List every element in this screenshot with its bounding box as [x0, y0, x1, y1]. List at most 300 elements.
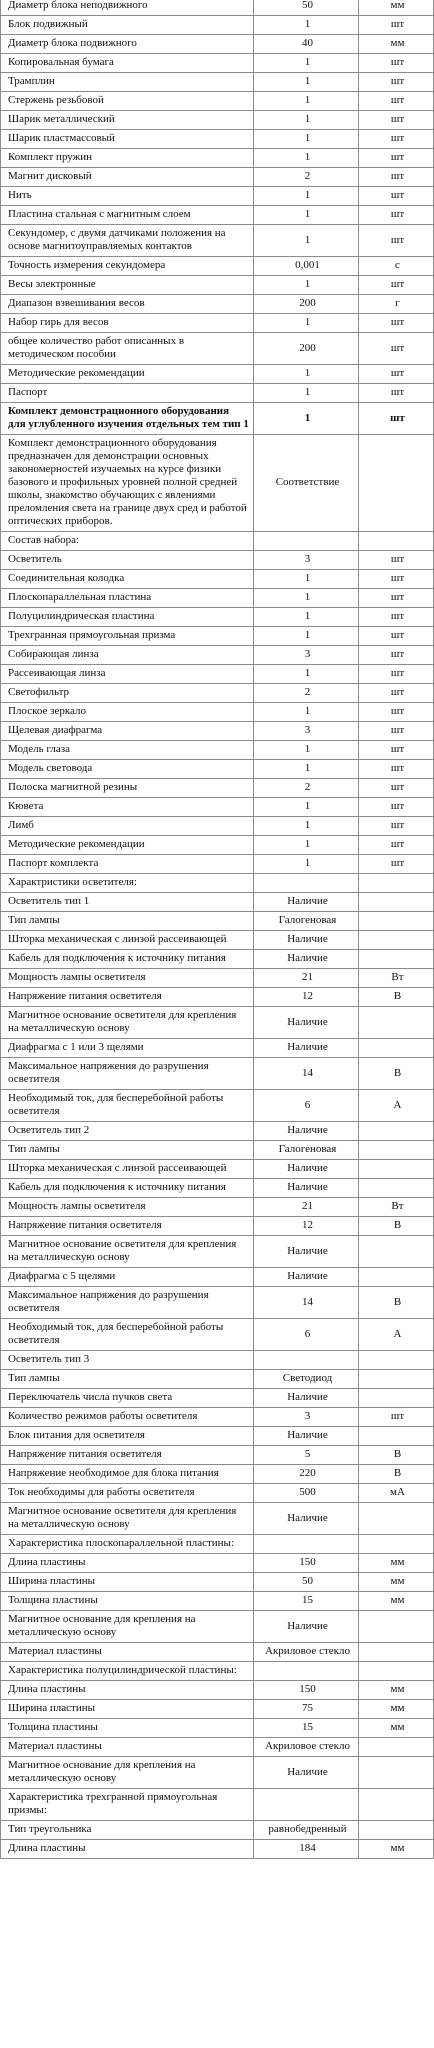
table-row — [1, 1681, 434, 1700]
row-unit-cell: мм — [359, 0, 434, 16]
table-row — [1, 435, 434, 532]
row-unit-cell: шт — [359, 665, 434, 684]
row-unit-cell: мм — [359, 1573, 434, 1592]
table-row — [1, 1198, 434, 1217]
table-row — [1, 969, 434, 988]
table-row — [1, 1503, 434, 1535]
row-value-cell: 21 — [254, 1198, 359, 1217]
row-name-cell: Характеристика полуцилиндрической пластины: — [1, 1662, 254, 1681]
row-value-cell: 1 — [254, 206, 359, 225]
row-name-cell: Характеристика плоскопараллельной пластины: — [1, 1535, 254, 1554]
row-unit-cell: шт — [359, 627, 434, 646]
row-value-cell: Наличие — [254, 1122, 359, 1141]
row-name-cell: Диапазон взвешивания весов — [1, 295, 254, 314]
table-row — [1, 1700, 434, 1719]
row-value-cell: Наличие — [254, 1268, 359, 1287]
row-value-cell: 1 — [254, 589, 359, 608]
row-name-cell: Магнит дисковый — [1, 168, 254, 187]
row-value-cell: Наличие — [254, 1007, 359, 1039]
row-value-cell: 1 — [254, 149, 359, 168]
row-name-cell: Шарик пластмассовый — [1, 130, 254, 149]
row-unit-cell — [359, 1268, 434, 1287]
row-value-cell: Галогеновая — [254, 912, 359, 931]
row-value-cell: Наличие — [254, 1179, 359, 1198]
row-name-cell: Необходимый ток, для бесперебойной работы осветителя — [1, 1090, 254, 1122]
row-unit-cell — [359, 1122, 434, 1141]
table-row — [1, 874, 434, 893]
row-name-cell: Копировальная бумага — [1, 54, 254, 73]
row-unit-cell: шт — [359, 1408, 434, 1427]
row-value-cell: 1 — [254, 384, 359, 403]
table-row — [1, 855, 434, 874]
row-name-cell: Необходимый ток, для бесперебойной работы осветителя — [1, 1319, 254, 1351]
row-value-cell: 1 — [254, 703, 359, 722]
row-name-cell: Длина пластины — [1, 1554, 254, 1573]
row-name-cell: Магнитное основание осветителя для крепления на металлическую основу — [1, 1503, 254, 1535]
row-value-cell: Наличие — [254, 1503, 359, 1535]
table-row — [1, 1179, 434, 1198]
row-unit-cell: шт — [359, 187, 434, 206]
row-name-cell: Модель световода — [1, 760, 254, 779]
row-unit-cell: шт — [359, 798, 434, 817]
row-name-cell: Ширина пластины — [1, 1573, 254, 1592]
row-unit-cell: В — [359, 988, 434, 1007]
row-value-cell: 184 — [254, 1840, 359, 1859]
row-value-cell: 6 — [254, 1319, 359, 1351]
row-name-cell: Собирающая линза — [1, 646, 254, 665]
table-row — [1, 665, 434, 684]
row-value-cell: 1 — [254, 54, 359, 73]
row-unit-cell — [359, 1662, 434, 1681]
table-row — [1, 1662, 434, 1681]
table-row — [1, 1058, 434, 1090]
row-value-cell: Наличие — [254, 1160, 359, 1179]
table-row — [1, 1738, 434, 1757]
row-value-cell: 3 — [254, 646, 359, 665]
table-row — [1, 92, 434, 111]
row-unit-cell — [359, 1503, 434, 1535]
row-value-cell: 2 — [254, 779, 359, 798]
row-name-cell: Осветитель — [1, 551, 254, 570]
table-row — [1, 779, 434, 798]
table-row — [1, 365, 434, 384]
row-name-cell: Диаметр блока подвижного — [1, 35, 254, 54]
row-name-cell: Ток необходимы для работы осветителя — [1, 1484, 254, 1503]
row-name-cell: Толщина пластины — [1, 1592, 254, 1611]
row-name-cell: Осветитель тип 2 — [1, 1122, 254, 1141]
row-value-cell: Наличие — [254, 893, 359, 912]
row-unit-cell: В — [359, 1465, 434, 1484]
row-name-cell: общее количество работ описанных в методическом пособии — [1, 333, 254, 365]
table-row — [1, 333, 434, 365]
row-value-cell: Наличие — [254, 1757, 359, 1789]
table-row — [1, 384, 434, 403]
row-name-cell: Характристики осветителя: — [1, 874, 254, 893]
table-row — [1, 1370, 434, 1389]
table-row — [1, 1090, 434, 1122]
row-value-cell: 1 — [254, 798, 359, 817]
row-value-cell: 1 — [254, 365, 359, 384]
row-unit-cell: шт — [359, 551, 434, 570]
row-value-cell — [254, 1535, 359, 1554]
row-unit-cell — [359, 1007, 434, 1039]
row-unit-cell: мм — [359, 1719, 434, 1738]
row-value-cell: 1 — [254, 836, 359, 855]
row-value-cell: 1 — [254, 16, 359, 35]
row-unit-cell: шт — [359, 646, 434, 665]
table-row — [1, 1535, 434, 1554]
row-name-cell: Тип треугольника — [1, 1821, 254, 1840]
table-row — [1, 1236, 434, 1268]
row-unit-cell — [359, 1789, 434, 1821]
row-name-cell: Кабель для подключения к источнику питания — [1, 1179, 254, 1198]
row-name-cell: Кабель для подключения к источнику питания — [1, 950, 254, 969]
row-unit-cell: шт — [359, 168, 434, 187]
row-unit-cell: шт — [359, 276, 434, 295]
row-unit-cell: шт — [359, 314, 434, 333]
row-name-cell: Количество режимов работы осветителя — [1, 1408, 254, 1427]
row-value-cell: 15 — [254, 1592, 359, 1611]
row-unit-cell: В — [359, 1058, 434, 1090]
row-name-cell: Методические рекомендации — [1, 365, 254, 384]
row-unit-cell: шт — [359, 54, 434, 73]
table-row — [1, 1427, 434, 1446]
row-unit-cell — [359, 1236, 434, 1268]
row-value-cell: Наличие — [254, 1611, 359, 1643]
row-name-cell: Трамплин — [1, 73, 254, 92]
row-name-cell: Мощность лампы осветителя — [1, 1198, 254, 1217]
row-name-cell: Паспорт — [1, 384, 254, 403]
table-row — [1, 1643, 434, 1662]
table-row — [1, 627, 434, 646]
row-unit-cell — [359, 1141, 434, 1160]
row-value-cell: 6 — [254, 1090, 359, 1122]
row-unit-cell: шт — [359, 403, 434, 435]
row-value-cell: 1 — [254, 403, 359, 435]
row-name-cell: Комплект демонстрационного оборудования для углубленного изучения отдельных тем тип 1 — [1, 403, 254, 435]
row-unit-cell: шт — [359, 703, 434, 722]
row-unit-cell — [359, 1351, 434, 1370]
row-name-cell: Плоскопараллельная пластина — [1, 589, 254, 608]
table-row — [1, 1351, 434, 1370]
table-row — [1, 0, 434, 16]
row-name-cell: Шторка механическая с линзой рассеивающей — [1, 931, 254, 950]
row-value-cell: 1 — [254, 570, 359, 589]
row-unit-cell — [359, 1738, 434, 1757]
row-value-cell: Соответствие — [254, 435, 359, 532]
row-name-cell: Весы электронные — [1, 276, 254, 295]
row-name-cell: Максимальное напряжения до разрушения осветителя — [1, 1287, 254, 1319]
row-unit-cell: шт — [359, 111, 434, 130]
table-row — [1, 1319, 434, 1351]
table-row — [1, 684, 434, 703]
row-value-cell: 150 — [254, 1681, 359, 1700]
row-name-cell: Тип лампы — [1, 1370, 254, 1389]
table-row — [1, 276, 434, 295]
row-unit-cell: шт — [359, 333, 434, 365]
row-unit-cell: шт — [359, 570, 434, 589]
row-unit-cell: В — [359, 1287, 434, 1319]
table-row — [1, 257, 434, 276]
row-name-cell: Материал пластины — [1, 1738, 254, 1757]
row-unit-cell — [359, 435, 434, 532]
row-value-cell: 12 — [254, 1217, 359, 1236]
row-value-cell: Наличие — [254, 950, 359, 969]
row-unit-cell: мм — [359, 1840, 434, 1859]
row-value-cell: 1 — [254, 627, 359, 646]
table-row — [1, 532, 434, 551]
row-name-cell: Соединительная колодка — [1, 570, 254, 589]
row-unit-cell — [359, 1370, 434, 1389]
row-name-cell: Осветитель тип 1 — [1, 893, 254, 912]
row-value-cell: 200 — [254, 295, 359, 314]
row-unit-cell: мА — [359, 1484, 434, 1503]
row-name-cell: Кювета — [1, 798, 254, 817]
row-name-cell: Диафрагма с 1 или 3 щелями — [1, 1039, 254, 1058]
table-row — [1, 608, 434, 627]
row-name-cell: Трехгранная прямоугольная призма — [1, 627, 254, 646]
row-name-cell: Напряжение питания осветителя — [1, 1446, 254, 1465]
table-row — [1, 73, 434, 92]
row-value-cell: 40 — [254, 35, 359, 54]
row-name-cell: Методические рекомендации — [1, 836, 254, 855]
row-value-cell: 21 — [254, 969, 359, 988]
table-row — [1, 54, 434, 73]
row-unit-cell: В — [359, 1217, 434, 1236]
table-row — [1, 1719, 434, 1738]
table-row — [1, 912, 434, 931]
row-name-cell: Блок подвижный — [1, 16, 254, 35]
row-name-cell: Шарик металлический — [1, 111, 254, 130]
table-row — [1, 1007, 434, 1039]
row-value-cell: 50 — [254, 0, 359, 16]
table-row — [1, 1592, 434, 1611]
row-name-cell: Магнитное основание для крепления на металлическую основу — [1, 1757, 254, 1789]
table-row — [1, 206, 434, 225]
table-row — [1, 1611, 434, 1643]
row-name-cell: Напряжение необходимое для блока питания — [1, 1465, 254, 1484]
row-unit-cell: шт — [359, 760, 434, 779]
row-value-cell: Наличие — [254, 1389, 359, 1408]
row-name-cell: Длина пластины — [1, 1681, 254, 1700]
table-row — [1, 1484, 434, 1503]
row-unit-cell: Вт — [359, 1198, 434, 1217]
row-name-cell: Лимб — [1, 817, 254, 836]
row-name-cell: Состав набора: — [1, 532, 254, 551]
row-unit-cell: шт — [359, 92, 434, 111]
row-value-cell: 1 — [254, 855, 359, 874]
table-row — [1, 551, 434, 570]
row-name-cell: Нить — [1, 187, 254, 206]
row-name-cell: Диафрагма с 5 щелями — [1, 1268, 254, 1287]
row-unit-cell — [359, 1179, 434, 1198]
row-unit-cell — [359, 912, 434, 931]
row-value-cell: Акриловое стекло — [254, 1643, 359, 1662]
row-value-cell: 1 — [254, 741, 359, 760]
row-value-cell: 75 — [254, 1700, 359, 1719]
row-value-cell: Галогеновая — [254, 1141, 359, 1160]
row-value-cell: Наличие — [254, 1427, 359, 1446]
table-row — [1, 1160, 434, 1179]
row-unit-cell: мм — [359, 1592, 434, 1611]
row-unit-cell: шт — [359, 384, 434, 403]
table-row — [1, 1039, 434, 1058]
table-row — [1, 1789, 434, 1821]
row-unit-cell — [359, 1611, 434, 1643]
row-name-cell: Ширина пластины — [1, 1700, 254, 1719]
row-name-cell: Комплект демонстрационного оборудования предназначен для демонстрации основных закономерностей изучаемых на курсе физики базового и профильных уровней полной средней школы, знакомство обучающих с явлениями преломления света на границе двух сред и работой оптических приборов. — [1, 435, 254, 532]
row-value-cell: 1 — [254, 817, 359, 836]
row-unit-cell — [359, 1535, 434, 1554]
table-row — [1, 798, 434, 817]
row-value-cell: 2 — [254, 684, 359, 703]
row-name-cell: Светофильтр — [1, 684, 254, 703]
row-unit-cell: шт — [359, 741, 434, 760]
row-unit-cell: шт — [359, 836, 434, 855]
row-unit-cell: шт — [359, 589, 434, 608]
row-name-cell: Шторка механическая с линзой рассеивающей — [1, 1160, 254, 1179]
row-unit-cell — [359, 893, 434, 912]
row-value-cell: 150 — [254, 1554, 359, 1573]
row-unit-cell: мм — [359, 1681, 434, 1700]
row-name-cell: Мощность лампы осветителя — [1, 969, 254, 988]
row-unit-cell: шт — [359, 817, 434, 836]
table-row — [1, 130, 434, 149]
row-name-cell: Плоское зеркало — [1, 703, 254, 722]
row-value-cell — [254, 874, 359, 893]
row-value-cell: 1 — [254, 225, 359, 257]
row-name-cell: Стержень резьбовой — [1, 92, 254, 111]
row-name-cell: Тип лампы — [1, 912, 254, 931]
table-row — [1, 1465, 434, 1484]
row-value-cell: 200 — [254, 333, 359, 365]
row-name-cell: Магнитное основание осветителя для крепления на металлическую основу — [1, 1007, 254, 1039]
table-row — [1, 741, 434, 760]
row-value-cell: Наличие — [254, 1039, 359, 1058]
table-row — [1, 722, 434, 741]
row-name-cell: Напряжение питания осветителя — [1, 988, 254, 1007]
row-name-cell: Магнитное основание осветителя для крепления на металлическую основу — [1, 1236, 254, 1268]
row-unit-cell: шт — [359, 779, 434, 798]
row-value-cell: 14 — [254, 1287, 359, 1319]
table-row — [1, 570, 434, 589]
row-unit-cell: шт — [359, 225, 434, 257]
row-value-cell: Акриловое стекло — [254, 1738, 359, 1757]
row-value-cell: 1 — [254, 130, 359, 149]
row-unit-cell — [359, 1160, 434, 1179]
specification-table-body — [1, 0, 434, 1859]
row-unit-cell: шт — [359, 206, 434, 225]
row-value-cell: 3 — [254, 1408, 359, 1427]
row-name-cell: Секундомер, с двумя датчиками положения на основе магнитоуправляемых контактов — [1, 225, 254, 257]
row-unit-cell: Вт — [359, 969, 434, 988]
row-unit-cell: шт — [359, 722, 434, 741]
table-row — [1, 403, 434, 435]
table-row — [1, 1122, 434, 1141]
row-name-cell: Диаметр блока неподвижного — [1, 0, 254, 16]
table-row — [1, 836, 434, 855]
table-row — [1, 589, 434, 608]
row-name-cell: Полоска магнитной резины — [1, 779, 254, 798]
table-row — [1, 931, 434, 950]
table-row — [1, 1554, 434, 1573]
table-row — [1, 187, 434, 206]
row-value-cell: 1 — [254, 73, 359, 92]
row-unit-cell: мм — [359, 1700, 434, 1719]
row-name-cell: Длина пластины — [1, 1840, 254, 1859]
table-row — [1, 111, 434, 130]
row-value-cell: равнобедренный — [254, 1821, 359, 1840]
row-value-cell: 1 — [254, 314, 359, 333]
row-unit-cell: шт — [359, 365, 434, 384]
row-unit-cell — [359, 1389, 434, 1408]
row-value-cell: 3 — [254, 551, 359, 570]
row-value-cell: 14 — [254, 1058, 359, 1090]
row-unit-cell: мм — [359, 35, 434, 54]
table-row — [1, 893, 434, 912]
row-name-cell: Паспорт комплекта — [1, 855, 254, 874]
row-value-cell: 3 — [254, 722, 359, 741]
row-unit-cell: мм — [359, 1554, 434, 1573]
table-row — [1, 314, 434, 333]
row-value-cell: 1 — [254, 92, 359, 111]
row-value-cell: 0,001 — [254, 257, 359, 276]
table-row — [1, 295, 434, 314]
row-unit-cell — [359, 1821, 434, 1840]
row-value-cell: 5 — [254, 1446, 359, 1465]
row-name-cell: Точность измерения секундомера — [1, 257, 254, 276]
table-row — [1, 950, 434, 969]
row-value-cell: 2 — [254, 168, 359, 187]
row-unit-cell — [359, 1427, 434, 1446]
table-row — [1, 16, 434, 35]
row-name-cell: Пластина стальная с магнитным слоем — [1, 206, 254, 225]
row-unit-cell: шт — [359, 855, 434, 874]
row-value-cell: 50 — [254, 1573, 359, 1592]
row-name-cell: Блок питания для осветителя — [1, 1427, 254, 1446]
row-name-cell: Рассеивающая линза — [1, 665, 254, 684]
row-unit-cell — [359, 1643, 434, 1662]
table-row — [1, 1573, 434, 1592]
row-name-cell: Набор гирь для весов — [1, 314, 254, 333]
row-value-cell: 12 — [254, 988, 359, 1007]
row-value-cell — [254, 1662, 359, 1681]
row-unit-cell: шт — [359, 608, 434, 627]
table-row — [1, 1217, 434, 1236]
row-value-cell: 1 — [254, 187, 359, 206]
row-name-cell: Щелевая диафрагма — [1, 722, 254, 741]
row-value-cell: 1 — [254, 608, 359, 627]
row-unit-cell: шт — [359, 130, 434, 149]
row-unit-cell: шт — [359, 149, 434, 168]
table-row — [1, 817, 434, 836]
row-name-cell: Магнитное основание для крепления на металлическую основу — [1, 1611, 254, 1643]
table-row — [1, 149, 434, 168]
row-name-cell: Комплект пружин — [1, 149, 254, 168]
row-unit-cell — [359, 532, 434, 551]
row-value-cell: 1 — [254, 276, 359, 295]
row-value-cell: 15 — [254, 1719, 359, 1738]
table-row — [1, 1141, 434, 1160]
row-value-cell — [254, 532, 359, 551]
row-unit-cell — [359, 931, 434, 950]
row-value-cell: Наличие — [254, 1236, 359, 1268]
row-unit-cell: В — [359, 1446, 434, 1465]
table-row — [1, 1757, 434, 1789]
row-value-cell — [254, 1351, 359, 1370]
row-unit-cell — [359, 1039, 434, 1058]
row-unit-cell: шт — [359, 684, 434, 703]
